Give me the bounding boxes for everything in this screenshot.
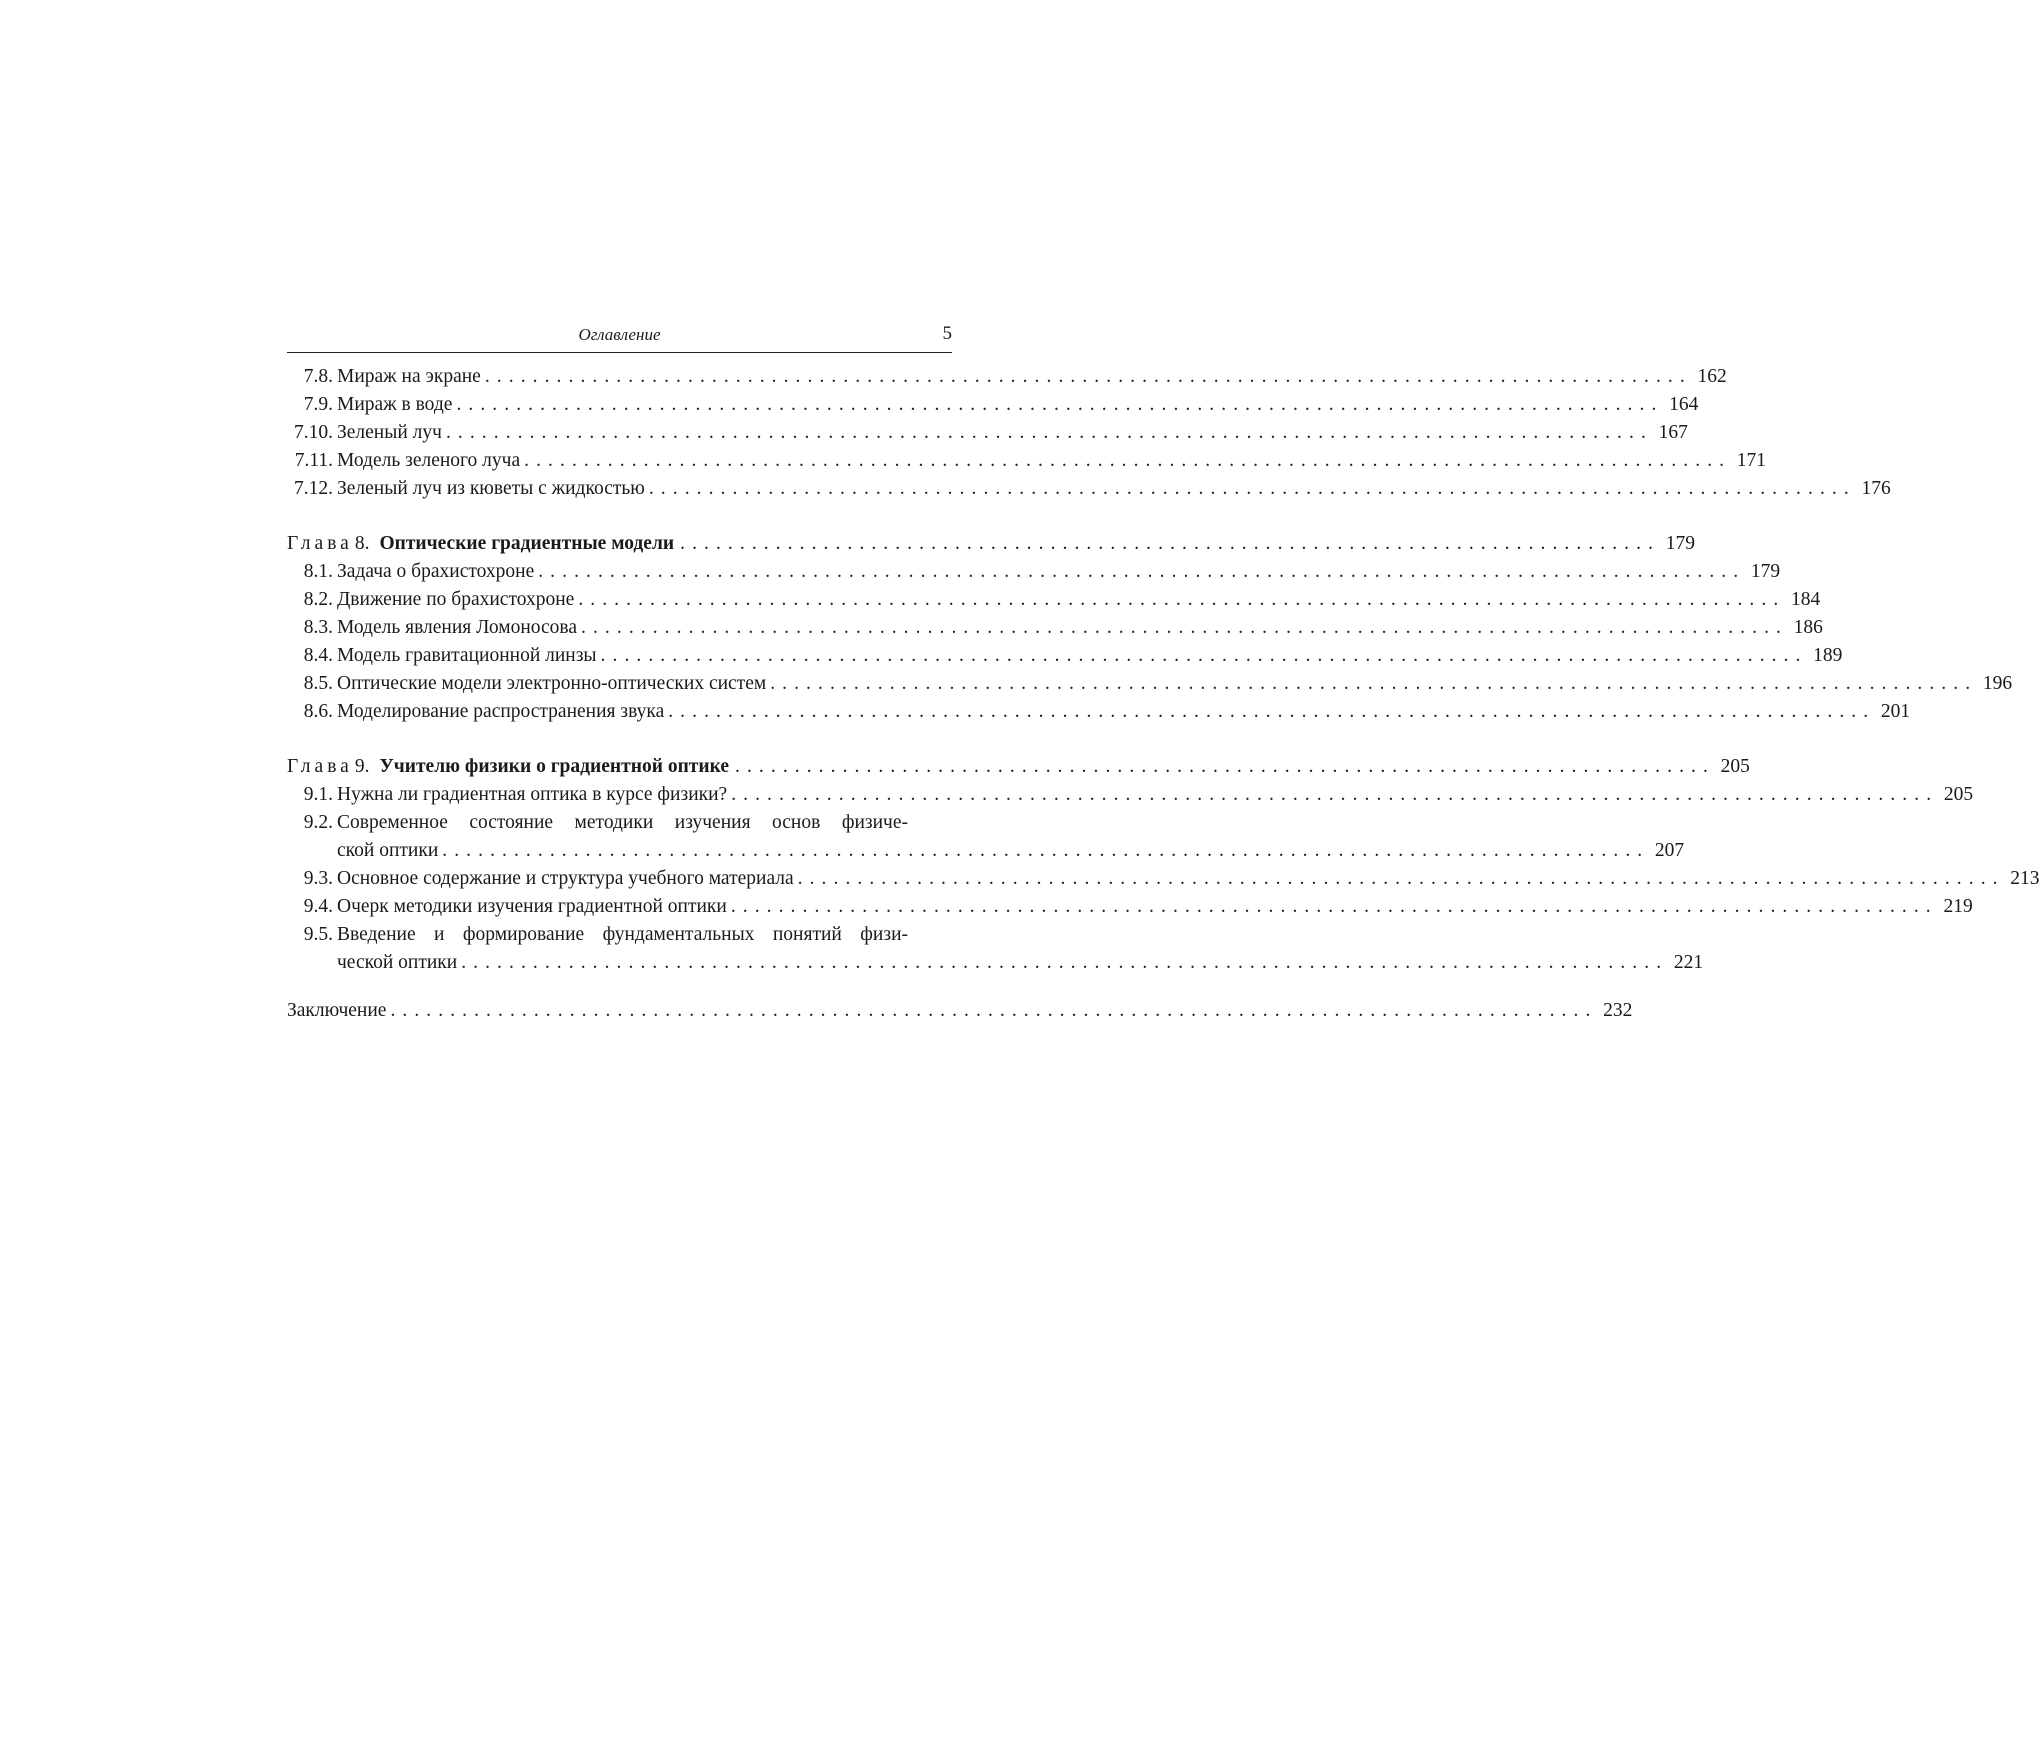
section-number: 7.8. [303,366,333,387]
dot-leader [597,642,1807,670]
toc-entry[interactable] [287,419,1688,447]
section-page: 184 [1790,589,1821,610]
dot-leader [727,781,1937,809]
toc-entry[interactable] [287,809,1685,865]
dot-leader [442,419,1652,447]
chapter-label: Глава [287,533,353,554]
section-page: 207 [1654,840,1685,861]
dot-leader [674,530,1659,558]
dot-leader [481,363,1691,391]
table-of-contents [287,363,2040,1025]
chapter-number: 9. [354,756,370,777]
chapter-page: 205 [1720,756,1750,777]
section-page: 201 [1880,701,1911,722]
chapter-number: 8. [354,533,370,554]
toc-entry[interactable] [287,447,1767,475]
toc-entry[interactable] [287,475,1891,503]
chapter-title: Оптические градиентные модели [379,533,675,554]
toc-entry[interactable] [287,391,1699,419]
dot-leader [664,698,1874,726]
toc-entry[interactable] [287,893,1973,921]
toc-entry[interactable] [287,670,2013,698]
section-number: 7.11. [294,450,333,471]
section-title: Очерк методики изучения градиентной оптики [337,896,727,917]
section-page: 219 [1943,896,1973,917]
section-number: 7.9. [303,394,333,415]
section-page: 205 [1943,784,1974,805]
section-title: Оптические модели электронно-оптических систем [337,673,767,694]
section-number: 7.12. [294,478,333,499]
section-title: Зеленый луч из кюветы с жидкостью [337,478,645,499]
conclusion-title: Заключение [287,1000,387,1021]
section-page: 164 [1669,394,1699,415]
toc-entry[interactable] [287,558,1781,586]
toc-entry[interactable] [287,642,1843,670]
dot-leader [386,997,1596,1025]
section-title-line2: ской оптики [337,840,439,861]
section-number: 9.5. [303,924,333,945]
toc-entry-conclusion[interactable] [287,997,1633,1025]
section-number: 8.4. [303,645,333,666]
dot-leader [457,949,1667,977]
toc-entry[interactable] [287,614,1823,642]
section-page: 176 [1861,478,1891,499]
section-title-line1: Современное состояние методики изучения основ физиче- [337,812,908,833]
chapter-title: Учителю физики о градиентной оптике [379,756,730,777]
dot-leader [794,865,2004,893]
section-title: Моделирование распространения звука [337,701,665,722]
toc-entry[interactable] [287,698,1911,726]
section-title: Основное содержание и структура учебного материала [337,868,794,889]
chapter-label: Глава [287,756,353,777]
dot-leader [727,893,1937,921]
section-number: 9.3. [303,868,333,889]
section-page: 186 [1793,617,1823,638]
section-number: 8.3. [303,617,333,638]
toc-entry[interactable] [287,921,1704,977]
section-page: 189 [1813,645,1843,666]
section-title: Зеленый луч [337,422,442,443]
dot-leader [438,837,1648,865]
chapter-page: 179 [1665,533,1695,554]
dot-leader [574,586,1784,614]
section-page: 162 [1697,366,1727,387]
section-page: 221 [1673,952,1704,973]
dot-leader [766,670,1976,698]
toc-page [287,320,2040,1025]
chapter-8 [287,530,2013,726]
section-number: 8.6. [303,701,333,722]
section-number: 9.4. [303,896,333,917]
section-number: 8.5. [303,673,333,694]
section-title: Модель зеленого луча [337,450,521,471]
toc-entry[interactable] [287,865,2040,893]
dot-leader [577,614,1787,642]
section-title: Модель явления Ломоносова [337,617,578,638]
section-title: Модель гравитационной линзы [337,645,597,666]
section-number: 9.2. [303,812,333,833]
conclusion-page: 232 [1603,1000,1633,1021]
section-page: 196 [1982,673,2013,694]
page-number: 5 [942,323,952,344]
dot-leader [534,558,1744,586]
running-head-title: Оглавление [578,325,661,344]
section-page: 179 [1750,561,1781,582]
section-number: 8.2. [303,589,333,610]
chapter-heading[interactable] [287,530,1695,558]
section-number: 9.1. [303,784,333,805]
section-title: Нужна ли градиентная оптика в курсе физики? [337,784,728,805]
section-title: Мираж в воде [337,394,453,415]
section-number: 8.1. [303,561,333,582]
toc-entry[interactable] [287,586,1821,614]
dot-leader [729,753,1714,781]
section-title-line1: Введение и формирование фундаментальных понятий физи- [337,924,908,945]
dot-leader [645,475,1855,503]
section-page: 167 [1658,422,1688,443]
section-number: 7.10. [294,422,333,443]
dot-leader [452,391,1662,419]
toc-entry[interactable] [287,781,1974,809]
chapter-9 [287,753,2040,977]
section-title-line2: ческой оптики [337,952,458,973]
section-title: Мираж на экране [337,366,481,387]
section-page: 213 [2010,868,2040,889]
dot-leader [520,447,1730,475]
chapter-heading[interactable] [287,753,1750,781]
section-title: Задача о брахистохроне [337,561,535,582]
section-title: Движение по брахистохроне [337,589,575,610]
running-head [287,320,952,353]
section-page: 171 [1736,450,1767,471]
toc-entry[interactable] [287,363,1727,391]
